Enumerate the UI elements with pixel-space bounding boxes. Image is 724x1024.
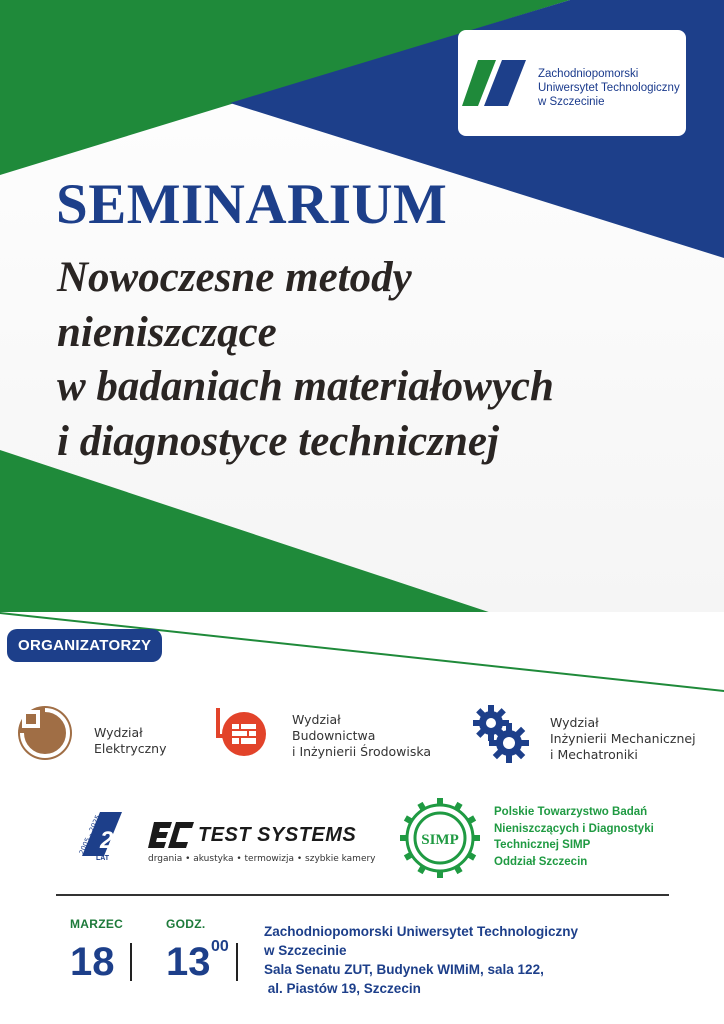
simp-logo-text: SIMP	[421, 832, 459, 848]
ec-logo-icon	[148, 820, 196, 850]
organizers-label: ORGANIZATORZY	[7, 629, 162, 662]
subtitle-line: Nowoczesne metody	[57, 254, 412, 301]
subtitle-line: w badaniach materiałowych	[57, 363, 554, 410]
wydzial-elektryczny-logo-icon	[16, 704, 74, 762]
divider	[56, 894, 669, 896]
divider-bar	[236, 943, 238, 981]
simp-name: Polskie Towarzystwo Badań Nieniszczących i Diagnostyki Technicznej SIMP Oddział Szczecin	[494, 806, 654, 868]
ec-20-years-badge	[74, 808, 138, 864]
simp-gear-logo-icon	[398, 796, 482, 880]
ec-tagline: drgania • akustyka • termowizja • szybkie kamery	[148, 854, 376, 864]
badge-label: LAT	[96, 855, 110, 862]
time-label: GODZ.	[166, 917, 206, 931]
dept-mechaniczny: Wydział Inżynierii Mechanicznej i Mechatroniki	[550, 715, 696, 762]
seminar-subtitle	[57, 251, 554, 469]
subtitle-line: i diagnostyce technicznej	[57, 417, 499, 465]
event-minutes: 00	[211, 938, 229, 955]
ec-company-name: TEST SYSTEMS	[198, 824, 357, 846]
page-title: SEMINARIUM	[56, 173, 448, 236]
wydzial-budownictwa-logo-icon	[210, 702, 270, 762]
event-day: 18	[70, 940, 115, 984]
badge-number: 20	[100, 827, 127, 854]
event-hour: 13	[166, 940, 211, 984]
subtitle-line: nieniszczące	[57, 308, 277, 356]
zut-stripes-logo-icon	[462, 60, 528, 108]
dept-elektryczny: Wydział Elektryczny	[94, 725, 167, 756]
divider-bar	[130, 943, 132, 981]
badge-years: 2005 - 2025	[77, 813, 103, 856]
dept-budownictwa: Wydział Budownictwa i Inżynierii Środowiska	[292, 712, 432, 759]
zut-name: Zachodniopomorski Uniwersytet Technologiczny w Szczecinie	[538, 68, 680, 108]
event-venue: Zachodniopomorski Uniwersytet Technologiczny w Szczecinie Sala Senatu ZUT, Budynek WIMiM, sala 122, al. Piastów 19, Szczecin	[264, 924, 579, 996]
gears-icon	[473, 705, 529, 763]
month-label: MARZEC	[70, 917, 124, 931]
